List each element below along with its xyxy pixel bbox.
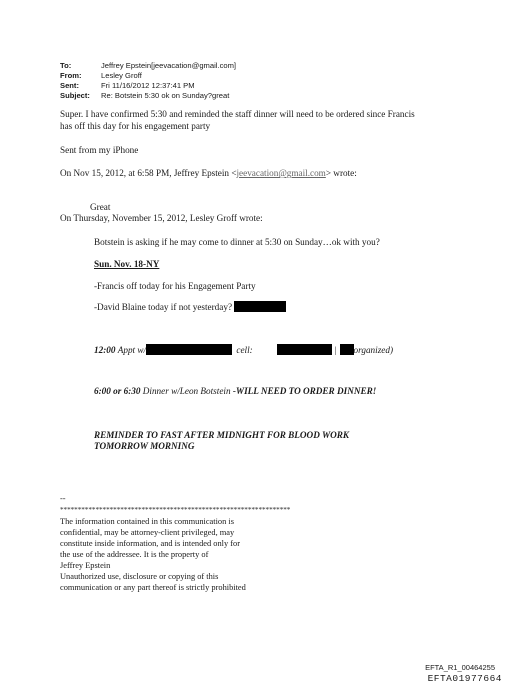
- subject-label: Subject:: [60, 91, 90, 100]
- stars-divider: *****************************************************************: [60, 506, 291, 514]
- conf-line-6: Unauthorized use, disclosure or copying of this: [60, 572, 219, 581]
- botstein-line: Botstein is asking if he may come to dinner at 5:30 on Sunday…ok with you?: [94, 237, 380, 247]
- reply-line-2: has off this day for his engagement party: [60, 121, 211, 131]
- great-text: Great: [90, 202, 111, 212]
- reminder-line-1: REMINDER TO FAST AFTER MIDNIGHT FOR BLOOD WORK: [94, 430, 350, 440]
- redaction-box: [277, 344, 332, 355]
- dinner-line: 6:00 or 6:30 Dinner w/Leon Botstein -WILL NEED TO ORDER DINNER!: [94, 386, 377, 396]
- conf-line-4: the use of the addressee. It is the property of: [60, 550, 209, 559]
- sent-label: Sent:: [60, 81, 79, 90]
- quote-attribution-2: On Thursday, November 15, 2012, Lesley Groff wrote:: [60, 213, 263, 223]
- francis-line: -Francis off today for his Engagement Party: [94, 281, 256, 291]
- date-heading: Sun. Nov. 18-NY: [94, 259, 160, 269]
- quote-attribution: On Nov 15, 2012, at 6:58 PM, Jeffrey Epstein <jeevacation@gmail.com> wrote:: [60, 168, 357, 178]
- to-label: To:: [60, 61, 72, 70]
- reply-line-1: Super. I have confirmed 5:30 and reminded the staff dinner will need to be ordered since Francis: [60, 109, 415, 119]
- bates-stamp-2: EFTA01977664: [427, 673, 502, 684]
- conf-line-5: Jeffrey Epstein: [60, 561, 111, 570]
- to-value: Jeffrey Epstein[jeevacation@gmail.com]: [101, 61, 237, 70]
- blaine-line: -David Blaine today if not yesterday?: [94, 301, 286, 314]
- conf-line-1: The information contained in this communication is: [60, 517, 234, 526]
- sig-dashes: --: [60, 494, 66, 503]
- reminder-line-2: TOMORROW MORNING: [94, 441, 195, 451]
- signature: Sent from my iPhone: [60, 145, 139, 155]
- conf-line-3: constitute inside information, and is intended only for: [60, 539, 241, 548]
- bates-stamp-1: EFTA_R1_00464255: [425, 663, 495, 672]
- redaction-box: [146, 344, 232, 355]
- redaction-box: [234, 301, 286, 312]
- sent-value: Fri 11/16/2012 12:37:41 PM: [101, 81, 195, 90]
- redaction-box: [340, 344, 354, 355]
- email-link[interactable]: jeevacation@gmail.com: [236, 168, 326, 178]
- conf-line-2: confidential, may be attorney-client privileged, may: [60, 528, 235, 537]
- appt-line: 12:00 Appt w/ cell: | organized): [94, 345, 394, 355]
- conf-line-7: communication or any part thereof is strictly prohibited: [60, 583, 246, 592]
- from-value: Lesley Groff: [101, 71, 142, 80]
- subject-value: Re: Botstein 5:30 ok on Sunday?great: [101, 91, 230, 100]
- from-label: From:: [60, 71, 82, 80]
